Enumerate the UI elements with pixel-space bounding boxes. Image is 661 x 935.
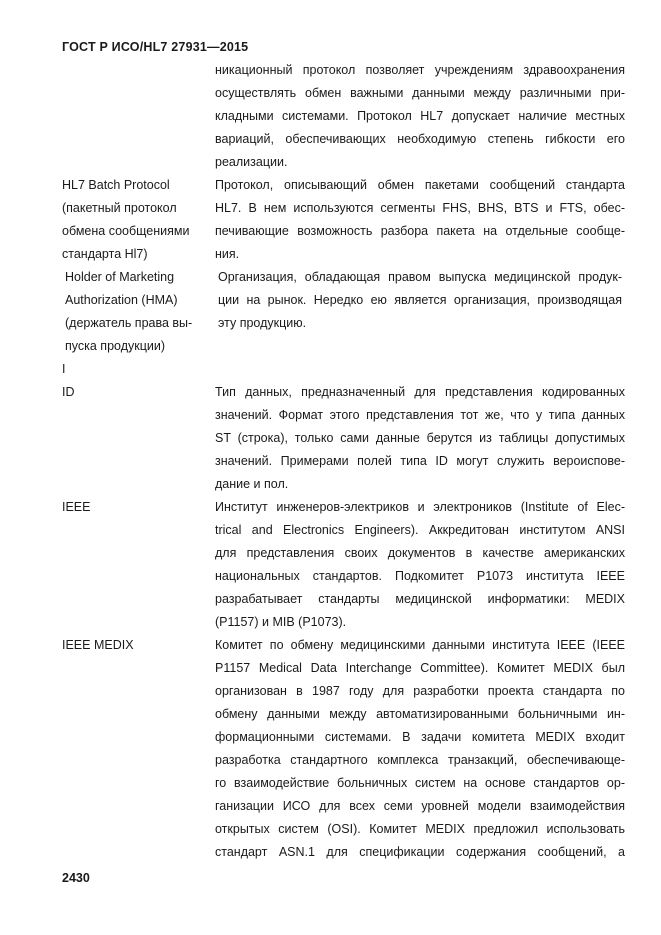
- term-line: обмена сообщениями: [62, 224, 190, 238]
- term-line: IEEE MEDIX: [62, 638, 134, 652]
- definition-line: значений. Формат этого представления тот же, что у типа данных: [215, 408, 625, 422]
- term-line: ID: [62, 385, 75, 399]
- definition-line: кладными системами. Протокол HL7 допускает наличие местных: [215, 109, 625, 123]
- definition-line: стандарт ASN.1 для спецификации содержания сообщений, а: [215, 845, 625, 859]
- definition-line: никационный протокол позволяет учреждениям здравоохранения: [215, 63, 625, 77]
- definition-line: для представления своих документов в качестве американских: [215, 546, 625, 560]
- term-line: стандарта Hl7): [62, 247, 148, 261]
- definition-line: национальных стандартов. Подкомитет P1073 института IEEE: [215, 569, 625, 583]
- section-letter: I: [62, 362, 66, 376]
- term-line: HL7 Batch Protocol: [62, 178, 170, 192]
- term-line: Authorization (HMA): [65, 293, 178, 307]
- definition-line: ции на рынок. Нередко ею является организация, производящая: [218, 293, 622, 307]
- definition-line: ния.: [215, 247, 240, 261]
- definition-line: формационными системами. В задачи комитета MEDIX входит: [215, 730, 625, 744]
- definition-line: (P1157) и MIB (P1073).: [215, 615, 347, 629]
- document-header: ГОСТ Р ИСО/HL7 27931—2015: [62, 40, 249, 54]
- definition-line: разработка стандартного комплекса транзакций, обеспечивающе-: [215, 753, 625, 767]
- definition-line: печивающие возможность разбора пакета на отдельные сообще-: [215, 224, 625, 238]
- definition-line: значений. Примерами полей типа ID могут служить вероиспове-: [215, 454, 625, 468]
- definition-line: HL7. В нем используются сегменты FHS, BHS, BTS и FTS, обес-: [215, 201, 625, 215]
- definition-line: вариаций, обеспечивающих необходимую степень гибкости его: [215, 132, 625, 146]
- definition-line: разрабатывает стандарты медицинской информатики: MEDIX: [215, 592, 625, 606]
- page-number: 2430: [62, 871, 90, 885]
- definition-line: осуществлять обмен важными данными между различными при-: [215, 86, 625, 100]
- definition-line: Организация, обладающая правом выпуска медицинской продук-: [218, 270, 622, 284]
- term-line: пуска продукции): [65, 339, 165, 353]
- definition-line: P1157 Medical Data Interchange Committee). Комитет MEDIX был: [215, 661, 625, 675]
- definition-line: Институт инженеров-электриков и электроников (Institute of Elec-: [215, 500, 625, 514]
- term-line: IEEE: [62, 500, 91, 514]
- definition-line: Тип данных, предназначенный для представления кодированных: [215, 385, 625, 399]
- definition-line: эту продукцию.: [218, 316, 307, 330]
- definition-line: дание и пол.: [215, 477, 289, 491]
- definition-line: обмену данными между автоматизированными больничными ин-: [215, 707, 625, 721]
- definition-line: организован в 1987 году для разработки проекта стандарта по: [215, 684, 625, 698]
- definition-line: го взаимодействие больничных систем на основе стандартов ор-: [215, 776, 625, 790]
- definition-line: Комитет по обмену медицинскими данными института IEEE (IEEE: [215, 638, 625, 652]
- definition-line: Протокол, описывающий обмен пакетами сообщений стандарта: [215, 178, 625, 192]
- definition-line: реализации.: [215, 155, 288, 169]
- term-line: (пакетный протокол: [62, 201, 177, 215]
- term-line: Holder of Marketing: [65, 270, 175, 284]
- definition-line: ST (строка), только сами данные берутся из таблицы допустимых: [215, 431, 625, 445]
- definition-line: открытых систем (OSI). Комитет MEDIX предложил использовать: [215, 822, 625, 836]
- term-line: (держатель права вы-: [65, 316, 193, 330]
- definition-line: trical and Electronics Engineers). Аккредитован институтом ANSI: [215, 523, 625, 537]
- definition-line: ганизации ИСО для всех семи уровней модели взаимодействия: [215, 799, 625, 813]
